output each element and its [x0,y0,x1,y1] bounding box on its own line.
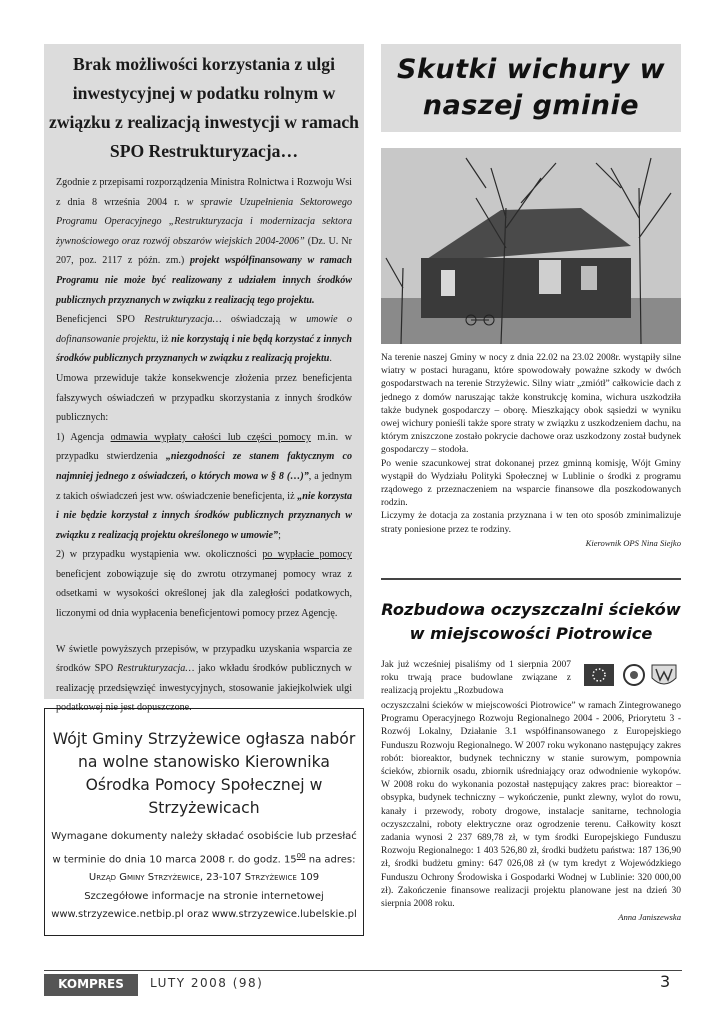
text: Beneficjenci SPO [56,314,145,326]
text: Zgodnie z przepisami rozporządzenia Ministra Rolnictwa i Rozwoju Wsi z dnia 8 września 2004 r. [56,177,352,208]
text: , a jednym z takich oświadczeń jest ww. oświadczenie beneficjenta, iż [56,470,352,502]
text: w sprawie Uzupełnienia Sektorowego Programu Operacyjnego „Restrukturyzacja i modernizacja sektora żywnościowego oraz rozwój obszarów wiejskich 2004-2006” [56,196,352,247]
issue-label: LUTY 2008 (98) [150,976,264,990]
text: oświadczają w [221,314,307,326]
text: po wypłacie pomocy [262,549,352,561]
paragraph [56,428,352,546]
text: Szczegółowe informacje na stronie internetowej [84,890,324,902]
text: 00 [296,851,306,860]
text: W świetle powyższych przepisów, w przypadku uzyskania wsparcia ze środków SPO [56,643,352,675]
emblem-icon [624,665,644,685]
paragraph: Na terenie naszej Gminy w nocy z dnia 22.02 na 23.02 2008r. wystąpiły silne wiatry w postaci huraganu, które spowodowały poważne szkody w dwóch gospodarstwach na terenie Strzyżewic. Silny wiatr „zmiótł” całkowicie dach z jednego z domów naruszając także konstrukcję komina, wichura uszkodziła także budynek gospodarczy – oborę. Mieszkający obok sąsiedzi w wyniku owej wichury ponieśli także spore straty w związku z uszkodzeniem dachu, na którym zniszczone zostało pokrycie dachowe oraz uszkodzony został budynek gospodarczy – stodoła. [381,353,681,456]
text: m.in. w przypadku stwierdzenia [56,431,352,463]
eu-logos [580,660,680,690]
text: na adres: [305,853,356,865]
text: 1) Agencja [56,431,111,443]
text: umowie o dofinansowanie projektu [56,314,352,345]
announcement-body [44,828,364,925]
section-divider [381,578,681,580]
paragraph [56,640,352,718]
paragraph: oczyszczalni ścieków w miejscowości Piotrowice” w ramach Zintegrowanego Programu Operacyjnego Rozwoju Regionalnego 2004 - 2006, Priorytetu 3 - Rozwój Lokalny, Działanie 3.1 współfinansowanego z Europejskiego Funduszu Rozwoju Regionalnego. W 2007 roku wykonano następujący zakres robót: bioreaktor, budynek techniczny w stanie surowym, pompownia ścieków, zbiornik osadu, zbiornik uśredniający oraz odwodnienie wykopów. W 2008 roku do wykonania pozostał następujący zakres prac: bioreaktor – obsypka, budynek techniczny – wykończenie, punkt zlewny, wylot do rowu, kanały i przewody, roboty drogowe, instalacje sanitarne, technologia oczyszczalni, roboty elektryczne oraz ogrodzenie terenu. Całkowity koszt zadania wynosi 2 237 689,78 zł, w tym środki Europejskiego Funduszu Rozwoju Regionalnego: 1 403 526,80 zł, środki budżetu państwa: 187 136,90 zł, środki budżetu gminy: 647 026,08 zł (w tym kredyt z Wojewódzkiego Funduszu Ochrony Środowiska i Gospodarki Wodnej w Lublinie: 320 000,00 zł). Zakończenie finansowe realizacji projektu planowane jest na dzień 30 sierpnia 2008 roku. [381,701,681,910]
text: odmawia wypłaty całości lub części pomocy [110,431,311,443]
paragraph [56,173,352,310]
author-signature: Anna Janiszewska [618,912,681,923]
paragraph: Liczymy że dotacja za zostania przyznana i w ten oto sposób zminimalizuje straty poniesione przez te rodziny. [381,511,681,535]
text-line [44,847,364,870]
kompres-logo [44,974,138,996]
story1-title: Skutki wichury w naszej gminie [396,54,666,121]
page-number: 3 [660,972,671,991]
text: nie korzystają i nie będą korzystać z innych środków publicznych przyznanych w związku z realizacją projektu [56,333,353,365]
paragraph [56,545,352,623]
svg-text:KOMPRES: KOMPRES [58,977,124,991]
text: . [329,353,332,365]
text: w terminie do dnia 10 marca 2008 r. do godz. 15 [52,853,297,865]
footer-rule [44,970,682,971]
announcement-title: Wójt Gminy Strzyżewice ogłasza nabór na wolne stanowisko Kierownika Ośrodka Pomocy Społecznej w Strzyżewicach [52,730,356,817]
paragraph: Umowa przewiduje także konsekwencje złożenia przez beneficjenta fałszywych oświadczeń w przypadku skorzystania z innych środków publicznych: [56,372,352,424]
text: beneficjent zobowiązuje się do zwrotu otrzymanej pomocy wraz z odsetkami w wysokości określonej jak dla zaległości podatkowych, liczonymi od dnia wypłacenia beneficjentowi pomocy przez Agencję. [56,568,352,620]
website-links[interactable]: www.strzyzewice.netbip.pl oraz www.strzyzewice.lubelskie.pl [51,909,357,921]
damaged-house-image [381,148,681,344]
story2-body [381,700,681,924]
text: Wymagane dokumenty należy składać osobiście lub przesłać [51,831,357,842]
text: ; [278,529,281,541]
story2-title: Rozbudowa oczyszczalni ścieków w miejscowości Piotrowice [381,600,681,643]
text: , iż [155,333,172,345]
text: „niezgodności ze stanem faktycznym co najmniej jednego z oświadczeń, o których mowa w § 8 (…)” [56,451,352,482]
address: Urząd Gminy Strzyżewice, 23-107 Strzyżewice 109 [88,872,320,884]
eu-flag-icon [584,664,614,686]
story2-intro: Jak już wcześniej pisaliśmy od 1 sierpnia 2007 roku trwają prace budowlane związane z realizacją projektu „Rozbudowa [381,660,571,697]
coat-of-arms-icon [652,665,676,684]
text: 2) w przypadku wystąpienia ww. okoliczności [56,549,263,561]
left-article-title: Brak możliwości korzystania z ulgi inwestycyjnej w podatku rolnym w związku z realizacją inwestycji w ramach SPO Restrukturyzacja… [49,54,359,161]
text: jako wkładu środków publicznych w realizację przedsięwzięć inwestycyjnych, stosowanie jakiejkolwiek ulgi podatkowej nie jest dopuszczone. [56,663,352,714]
text: projekt współfinansowany w ramach Programu nie może być realizowany z udziałem innych środków publicznych przyznanych w związku z realizacją tego projektu. [56,255,352,306]
paragraph: Po wenie szacunkowej strat dokonanej przez gminną komisję, Wójt Gminy wystąpił do Wydziału Polityki Społecznej w Lublinie o środki z programu rządowego z przeznaczeniem na wsparcie finansowe dla poszkodowanych rodzin. [381,458,681,509]
paragraph [56,310,352,369]
text: „nie korzysta i nie będzie korzystał z innych środków publicznych przyznanych w związku z realizacją projektu określonego w umowie” [56,490,352,541]
text: (Dz. U. Nr 207, poz. 2117 z późn. zm.) [56,235,352,267]
story1-body [381,352,681,550]
text: Restrukturyzacja… [144,314,222,326]
left-article-body [56,173,352,718]
author-signature: Kierownik OPS Nina Siejko [585,537,681,548]
text: Restrukturyzacja… [116,663,195,675]
house-photo [381,148,681,344]
